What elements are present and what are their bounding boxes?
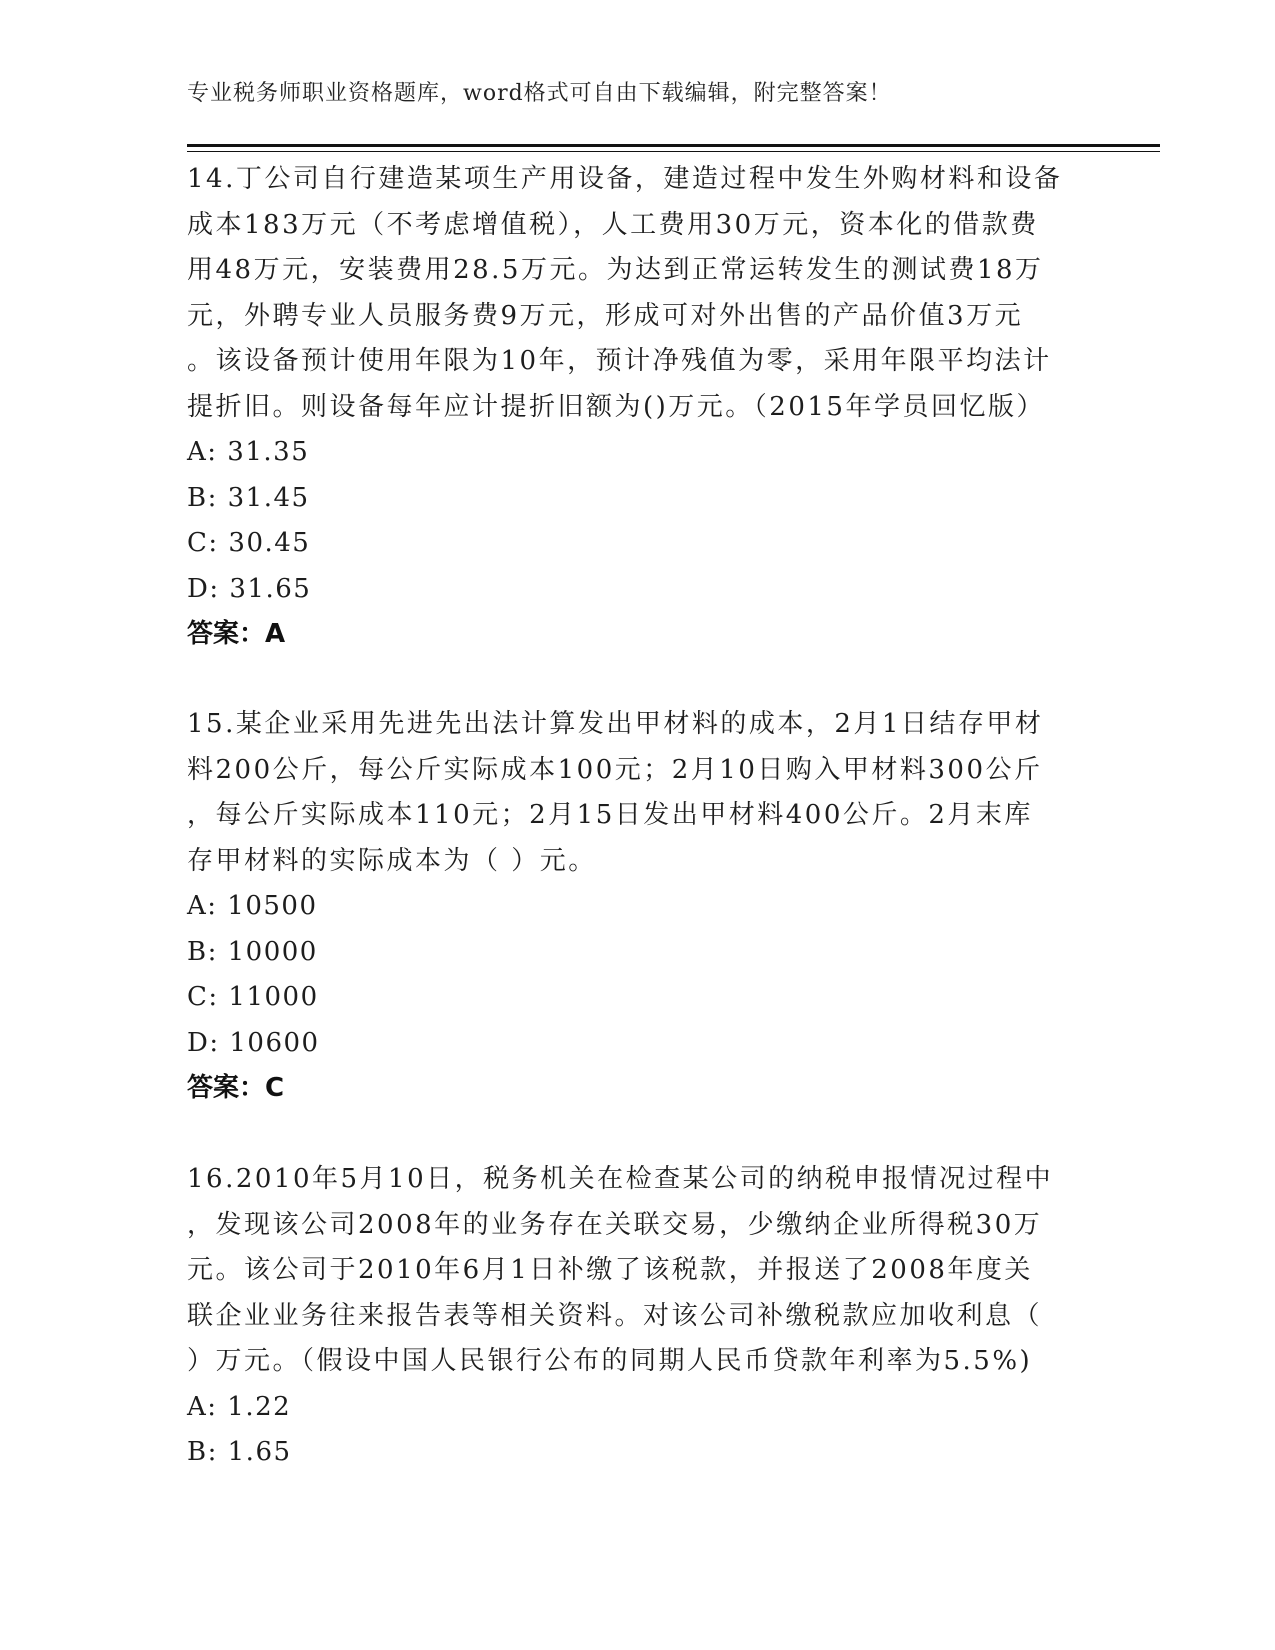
option-b: B: 31.45 [187,482,310,513]
question-line: 15.某企业采用先进先出法计算发出甲材料的成本，2月1日结存甲材 [187,709,1044,739]
question-line: 料200公斤，每公斤实际成本100元；2月10日购入甲材料300公斤 [187,754,1043,785]
question-line: 14.丁公司自行建造某项生产用设备，建造过程中发生外购材料和设备 [187,164,1063,194]
question-15 [187,702,1087,1112]
page-header: 专业税务师职业资格题库，word格式可自由下载编辑，附完整答案！ [187,81,892,106]
question-line: 元。该公司于2010年6月1日补缴了该税款，并报送了2008年度关 [187,1255,1033,1285]
option-d: D: 31.65 [187,573,312,604]
question-line: ，每公斤实际成本110元；2月15日发出甲材料400公斤。2月末库 [187,800,1033,830]
question-line: 提折旧。则设备每年应计提折旧额为()万元。（2015年学员回忆版） [187,391,1045,422]
option-b: B: 10000 [187,936,318,967]
question-line: 元，外聘专业人员服务费9万元，形成可对外出售的产品价值3万元 [187,300,1024,331]
question-line: 16.2010年5月10日，税务机关在检查某公司的纳税申报情况过程中 [187,1164,1054,1194]
question-line: ）万元。（假设中国人民银行公布的同期人民币贷款年利率为5.5%) [187,1346,1033,1376]
option-d: D: 10600 [187,1027,320,1058]
option-c: C: 11000 [187,982,319,1012]
option-a: A: 31.35 [187,437,310,467]
question-14 [187,157,1087,658]
header-rule-thin [187,151,1160,152]
question-line: 联企业业务往来报告表等相关资料。对该公司补缴税款应加收利息（ [187,1300,1043,1331]
answer-line: 答案：C [187,1073,285,1103]
question-line: 。该设备预计使用年限为10年，预计净残值为零，采用年限平均法计 [187,346,1052,376]
question-line: 成本183万元（不考虑增值税），人工费用30万元，资本化的借款费 [187,209,1039,240]
answer-line: 答案：A [187,619,286,649]
question-line: 用48万元，安装费用28.5万元。为达到正常运转发生的测试费18万 [187,255,1044,285]
option-a: A: 1.22 [187,1391,292,1422]
question-16 [187,1157,1087,1476]
option-b: B: 1.65 [187,1437,292,1467]
option-c: C: 30.45 [187,528,311,558]
question-line: 存甲材料的实际成本为（ ）元。 [187,845,597,876]
question-line: ，发现该公司2008年的业务存在关联交易，少缴纳企业所得税30万 [187,1209,1043,1240]
option-a: A: 10500 [187,891,318,921]
header-rule-thick [187,144,1160,147]
